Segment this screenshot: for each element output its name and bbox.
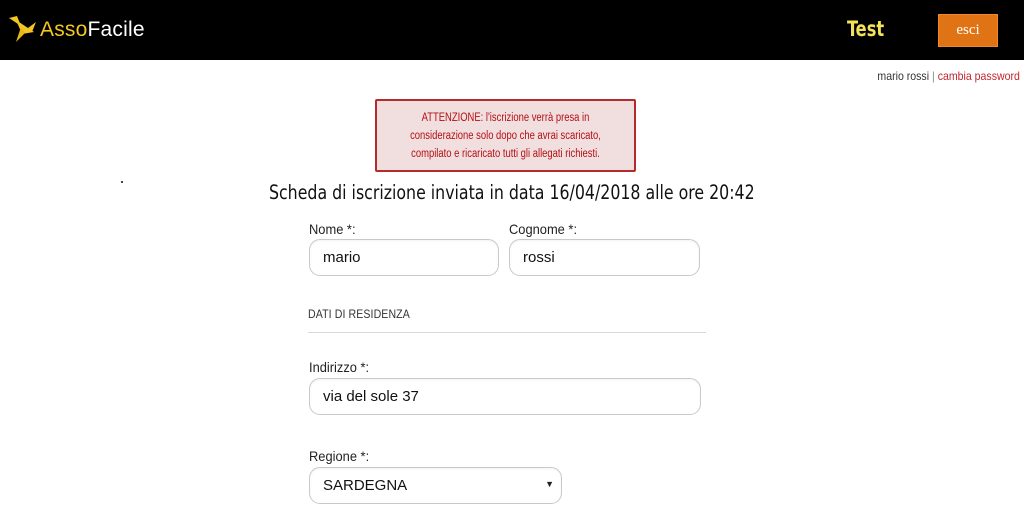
logo-wordmark: AssoFacile (40, 18, 145, 41)
caret-down-icon: ▼ (545, 479, 554, 489)
user-name: mario rossi (877, 69, 930, 83)
section-divider (308, 332, 706, 333)
regione-label: Regione *: (309, 448, 370, 464)
cognome-label: Cognome *: (509, 221, 578, 237)
attention-alert (375, 99, 636, 172)
assofacile-logo[interactable] (8, 12, 145, 48)
indirizzo-label: Indirizzo *: (309, 359, 370, 375)
top-navbar (0, 0, 1024, 60)
user-separator: | (932, 69, 935, 83)
bird-logo-icon (8, 14, 38, 46)
logout-button[interactable]: esci (938, 14, 998, 47)
app-title: Test (847, 17, 885, 41)
nome-label: Nome *: (309, 221, 356, 237)
indirizzo-input[interactable]: via del sole 37 (309, 378, 701, 415)
change-password-link[interactable]: cambia password (937, 69, 1020, 83)
nome-input[interactable]: mario (309, 239, 499, 276)
regione-select[interactable] (309, 467, 562, 504)
cognome-input[interactable]: rossi (509, 239, 700, 276)
alert-text: ATTENZIONE: l'iscrizione verrà presa in considerazione solo dopo che avrai scaricato, compilato e ricaricato tutti gli allegati richiesti. (410, 111, 601, 160)
residence-section-heading: DATI DI RESIDENZA (308, 309, 410, 321)
user-bar (878, 69, 1020, 83)
regione-selected-value: SARDEGNA (323, 477, 408, 494)
form-title: Scheda di iscrizione inviata in data 16/04/2018 alle ore 20:42 (269, 181, 755, 204)
